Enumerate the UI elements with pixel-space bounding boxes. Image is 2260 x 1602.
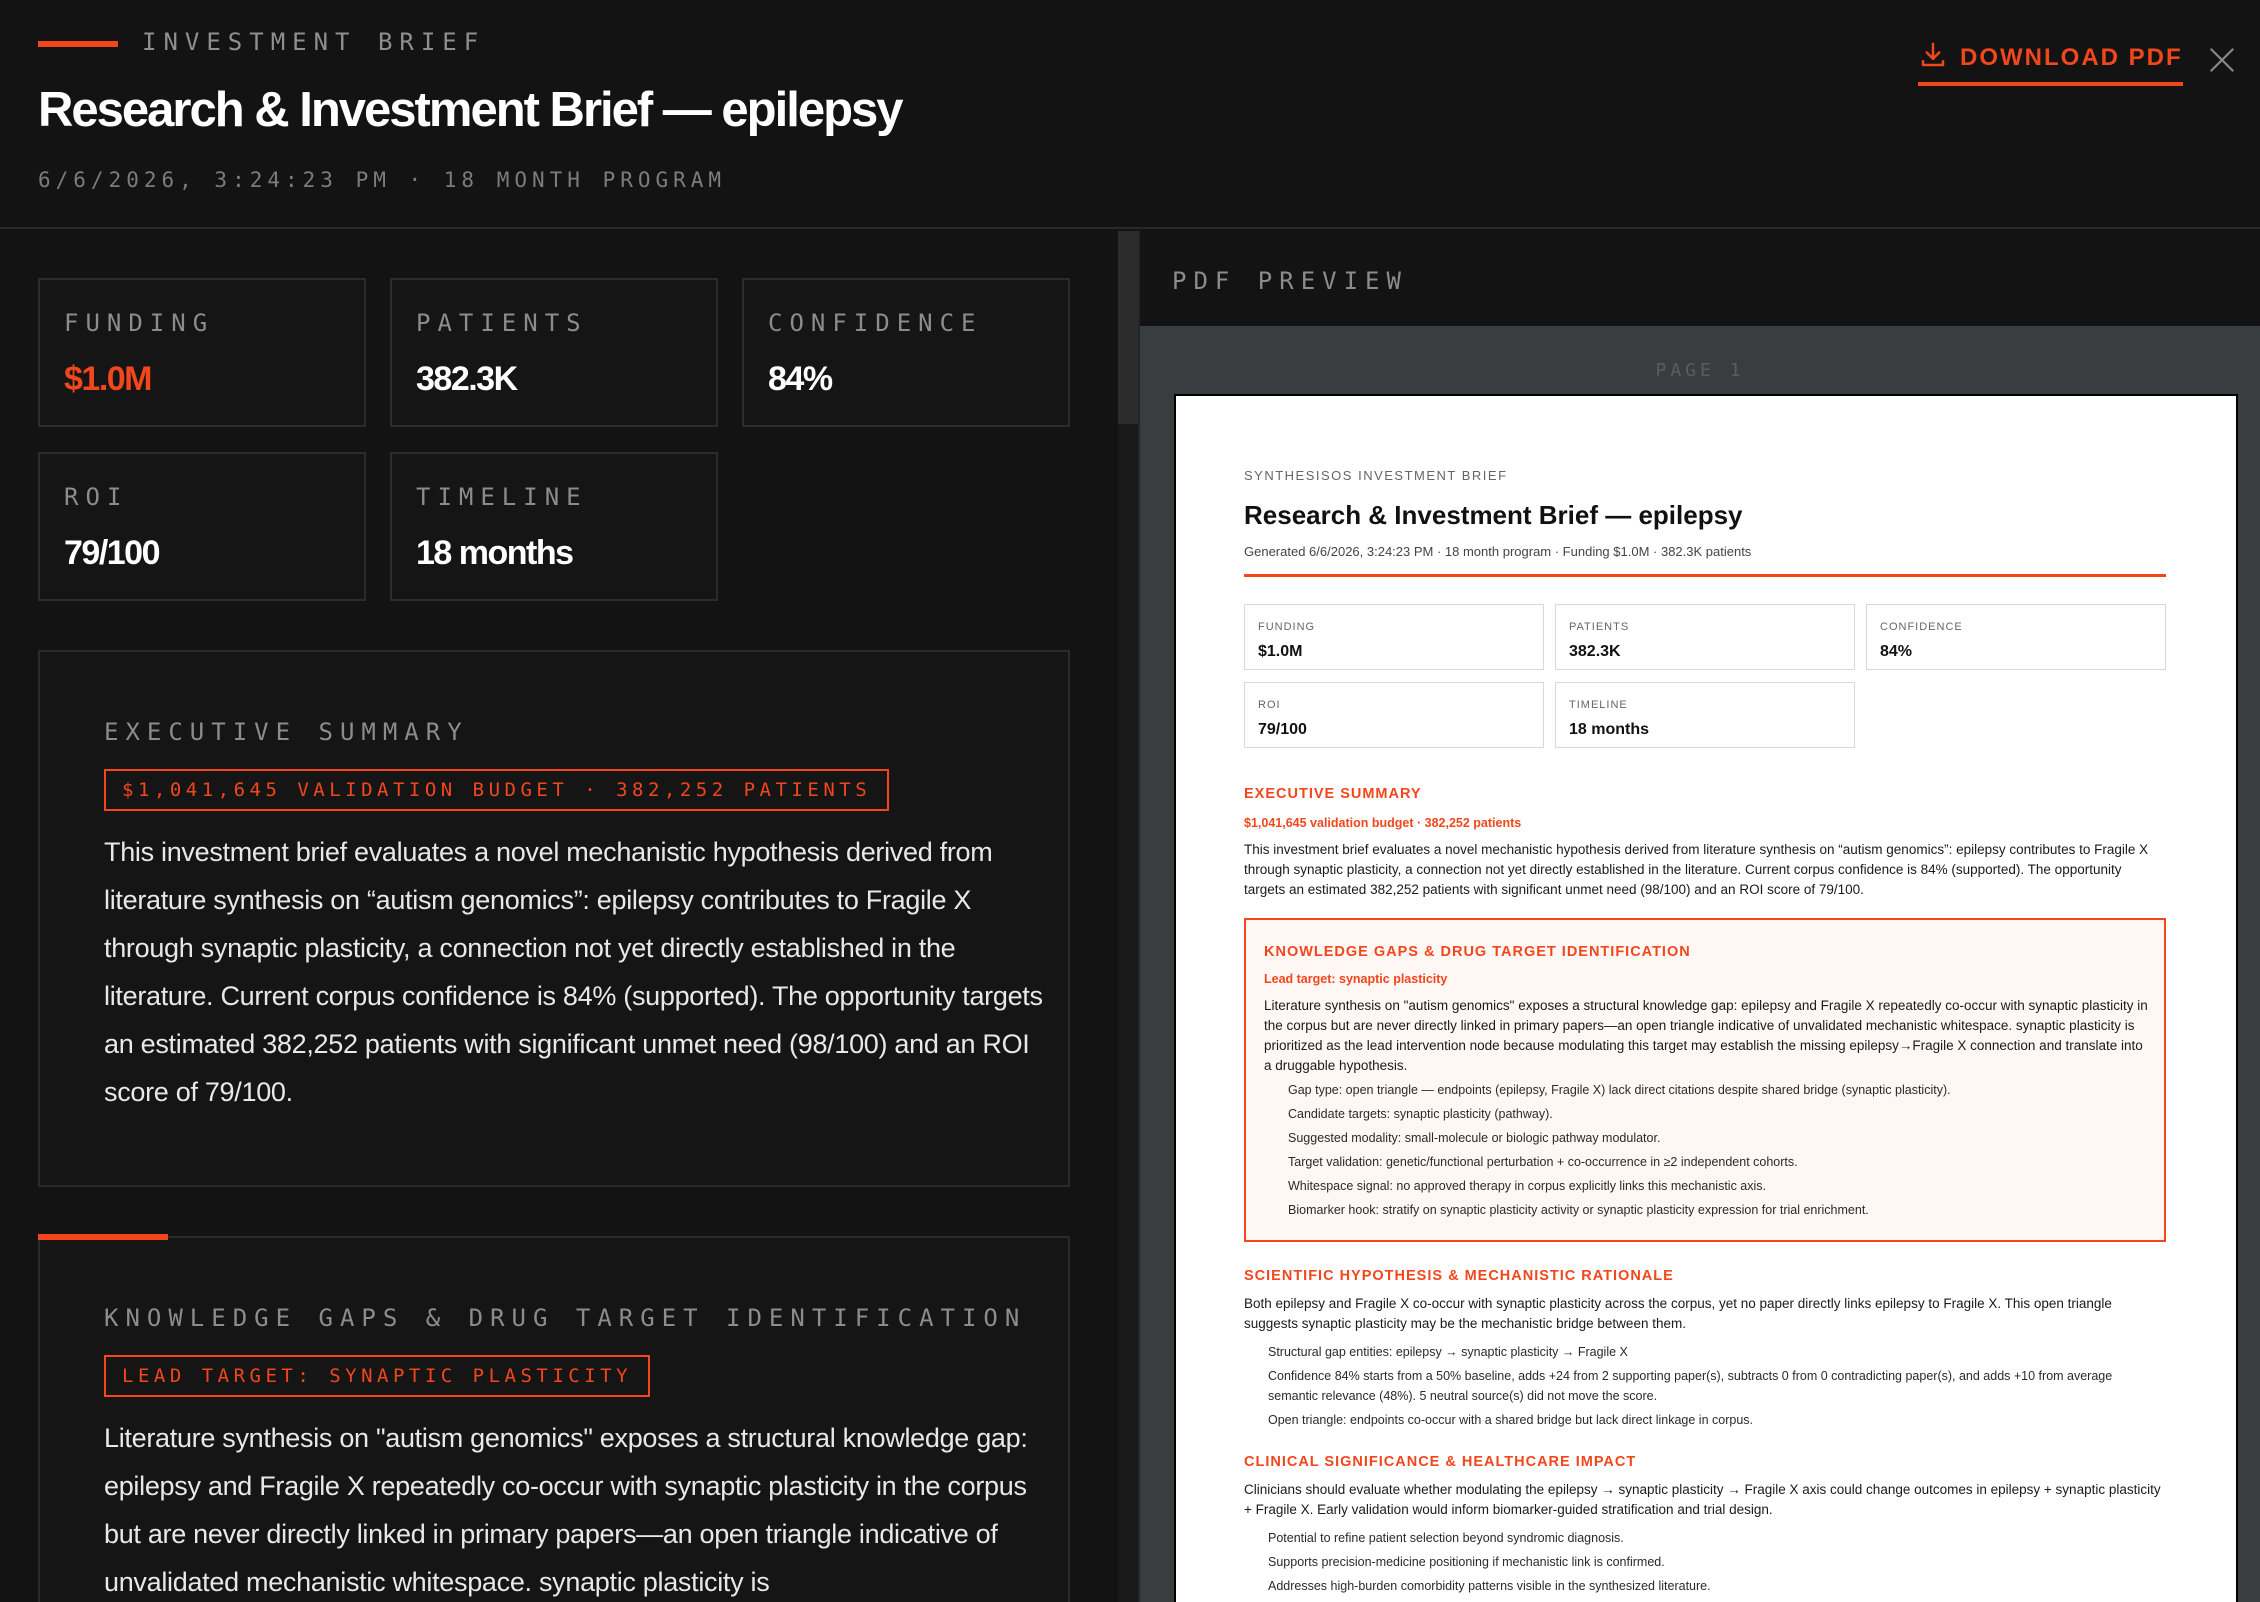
download-pdf-label: DOWNLOAD PDF: [1960, 44, 2183, 71]
page-title: Research & Investment Brief — epilepsy: [38, 83, 902, 137]
pdf-stat-value: 79/100: [1258, 721, 1307, 738]
list-item: Suggested modality: small-molecule or biologic pathway modulator.: [1288, 1131, 1661, 1145]
close-icon[interactable]: [2206, 44, 2238, 76]
pdf-stat-value: $1.0M: [1258, 643, 1303, 660]
budget-tag: $1,041,645 VALIDATION BUDGET · 382,252 PATIENTS: [104, 769, 889, 811]
list-item: Open triangle: endpoints co-occur with a shared bridge but lack direct linkage in corpus.: [1268, 1413, 1753, 1427]
pdf-page: [1174, 394, 2238, 1602]
pdf-eyebrow: SYNTHESISOS INVESTMENT BRIEF: [1244, 468, 1508, 483]
pdf-stat-value: 382.3K: [1569, 643, 1621, 660]
section-body: Literature synthesis on "autism genomics" exposes a structural knowledge gap: epilepsy and Fragile X repeatedly co-occur with synaptic plasticity in the corpus but are never directly linked in primary papers—an open triangle indicative of unvalidated mechanistic whitespace. synaptic plasticity is: [104, 1423, 1028, 1597]
pdf-section-heading: CLINICAL SIGNIFICANCE & HEALTHCARE IMPACT: [1244, 1454, 1637, 1470]
list-item: Gap type: open triangle — endpoints (epilepsy, Fragile X) lack direct citations despite shared bridge (synaptic plasticity).: [1288, 1083, 1951, 1097]
list-item: Supports precision-medicine positioning if mechanistic link is confirmed.: [1268, 1555, 1665, 1569]
list-item: Candidate targets: synaptic plasticity (pathway).: [1288, 1107, 1553, 1121]
list-item: Biomarker hook: stratify on synaptic plasticity activity or synaptic plasticity expression for trial enrichment.: [1288, 1203, 1869, 1217]
page-meta: 6/6/2026, 3:24:23 PM · 18 MONTH PROGRAM: [38, 168, 727, 192]
pdf-stat-label: TIMELINE: [1569, 699, 1628, 711]
pdf-preview-header: [1140, 231, 2260, 326]
download-icon: [1918, 40, 1948, 70]
pdf-section-heading: EXECUTIVE SUMMARY: [1244, 786, 1422, 802]
pdf-section-heading: KNOWLEDGE GAPS & DRUG TARGET IDENTIFICATION: [1264, 944, 1691, 960]
list-item: Addresses high-burden comorbidity patterns visible in the synthesized literature.: [1268, 1579, 1711, 1593]
brief-header: [0, 0, 2260, 229]
lead-target-tag: LEAD TARGET: SYNAPTIC PLASTICITY: [104, 1355, 650, 1397]
pdf-section-heading: SCIENTIFIC HYPOTHESIS & MECHANISTIC RATIONALE: [1244, 1268, 1674, 1284]
pdf-knowledge-gaps-box: [1244, 918, 2166, 1242]
stat-value: $1.0M: [64, 360, 151, 398]
pdf-stat-value: 84%: [1880, 643, 1913, 660]
pdf-title-rule: [1244, 574, 2166, 577]
pdf-section-body: Clinicians should evaluate whether modulating the epilepsy → synaptic plasticity → Fragile X axis could change outcomes in epilepsy + synaptic plasticity + Fragile X. Early validation would inform biomarker-guided stratification and trial design.: [1244, 1482, 2161, 1517]
pdf-stat-roi: [1244, 682, 1544, 748]
scrollbar-thumb[interactable]: [1118, 231, 1138, 424]
pdf-preview-label: PDF PREVIEW: [1172, 267, 1408, 295]
stat-value: 84%: [768, 360, 832, 398]
knowledge-gaps-card: [38, 1236, 1070, 1602]
stat-card-funding: [38, 278, 366, 427]
section-heading: KNOWLEDGE GAPS & DRUG TARGET IDENTIFICATION: [104, 1304, 1027, 1332]
pdf-section-body: This investment brief evaluates a novel mechanistic hypothesis derived from literature synthesis on “autism genomics”: epilepsy contributes to Fragile X through synaptic plasticity, a connection not yet directly established in the literature. Current corpus confidence is 84% (supported). The opportunity targets an estimated 382,252 patients with significant unmet need (98/100) and an ROI score of 79/100.: [1244, 842, 2149, 897]
stat-card-patients: [390, 278, 718, 427]
pdf-hypothesis-list: [1268, 1342, 2164, 1430]
pdf-stat-label: FUNDING: [1258, 621, 1316, 633]
pdf-stat-label: ROI: [1258, 699, 1281, 711]
stat-value: 79/100: [64, 534, 159, 572]
executive-summary-card: [38, 650, 1070, 1187]
stat-card-confidence: [742, 278, 1070, 427]
list-item: Structural gap entities: epilepsy → synaptic plasticity → Fragile X: [1268, 1345, 1628, 1359]
stat-card-roi: [38, 452, 366, 601]
pdf-stat-confidence: [1866, 604, 2166, 670]
pdf-section-body: Literature synthesis on "autism genomics" exposes a structural knowledge gap: epilepsy and Fragile X repeatedly co-occur with synaptic plasticity in the corpus but are never directly linked in primary papers—an open triangle indicative of unvalidated mechanistic whitespace. synaptic plasticity is prioritized as the lead intervention node because modulating this target may establish the missing epilepsy→Fragile X connection and translate into a druggable hypothesis.: [1264, 998, 2148, 1073]
stat-label: TIMELINE: [416, 483, 588, 511]
stat-value: 382.3K: [416, 360, 517, 398]
pdf-preview-area[interactable]: [1140, 326, 2260, 1602]
pdf-stat-funding: [1244, 604, 1544, 670]
pdf-stat-timeline: [1555, 682, 1855, 748]
eyebrow-accent-bar: [38, 41, 118, 47]
stat-card-timeline: [390, 452, 718, 601]
list-item: Potential to refine patient selection beyond syndromic diagnosis.: [1268, 1531, 1624, 1545]
pdf-stat-patients: [1555, 604, 1855, 670]
stat-label: FUNDING: [64, 309, 215, 337]
pdf-section-body: Both epilepsy and Fragile X co-occur with synaptic plasticity across the corpus, yet no paper directly links epilepsy to Fragile X. This open triangle suggests synaptic plasticity may be the mechanistic bridge between them.: [1244, 1296, 2112, 1331]
download-pdf-button[interactable]: [1918, 40, 2183, 86]
pdf-meta: Generated 6/6/2026, 3:24:23 PM · 18 month program · Funding $1.0M · 382.3K patients: [1244, 544, 1752, 559]
pdf-gap-list: [1288, 1078, 1951, 1222]
pdf-section-subheading: $1,041,645 validation budget · 382,252 patients: [1244, 816, 1522, 830]
stat-label: CONFIDENCE: [768, 309, 983, 337]
card-accent-bar: [38, 1234, 168, 1240]
stat-label: PATIENTS: [416, 309, 588, 337]
pdf-title: Research & Investment Brief — epilepsy: [1244, 500, 1743, 530]
pdf-stat-value: 18 months: [1569, 721, 1650, 738]
section-heading: EXECUTIVE SUMMARY: [104, 718, 469, 746]
eyebrow-label: INVESTMENT BRIEF: [142, 28, 486, 56]
stat-value: 18 months: [416, 534, 573, 572]
pdf-section-subheading: Lead target: synaptic plasticity: [1264, 972, 1448, 986]
stat-label: ROI: [64, 483, 129, 511]
list-item: Whitespace signal: no approved therapy in corpus explicitly links this mechanistic axis.: [1288, 1179, 1767, 1193]
pdf-stat-label: CONFIDENCE: [1880, 621, 1963, 633]
brief-content-pane[interactable]: [0, 231, 1118, 1602]
scrollbar-track[interactable]: [1118, 231, 1138, 1602]
list-item: Target validation: genetic/functional perturbation + co-occurrence in ≥2 independent cohorts.: [1288, 1155, 1798, 1169]
page-number-label: PAGE 1: [1655, 360, 1745, 381]
section-body: This investment brief evaluates a novel mechanistic hypothesis derived from literature synthesis on “autism genomics”: epilepsy contributes to Fragile X through synaptic plasticity, a connection not yet directly established in the literature. Current corpus confidence is 84% (supported). The opportunity targets an estimated 382,252 patients with significant unmet need (98/100) and an ROI score of 79/100.: [104, 837, 1043, 1107]
list-item: Confidence 84% starts from a 50% baseline, adds +24 from 2 supporting paper(s), subtracts 0 from 0 contradicting paper(s), and adds +10 from average semantic relevance (48%). 5 neutral source(s) did not move the score.: [1268, 1369, 2113, 1403]
pdf-clinical-list: [1268, 1526, 1711, 1598]
pdf-stat-label: PATIENTS: [1569, 621, 1630, 633]
